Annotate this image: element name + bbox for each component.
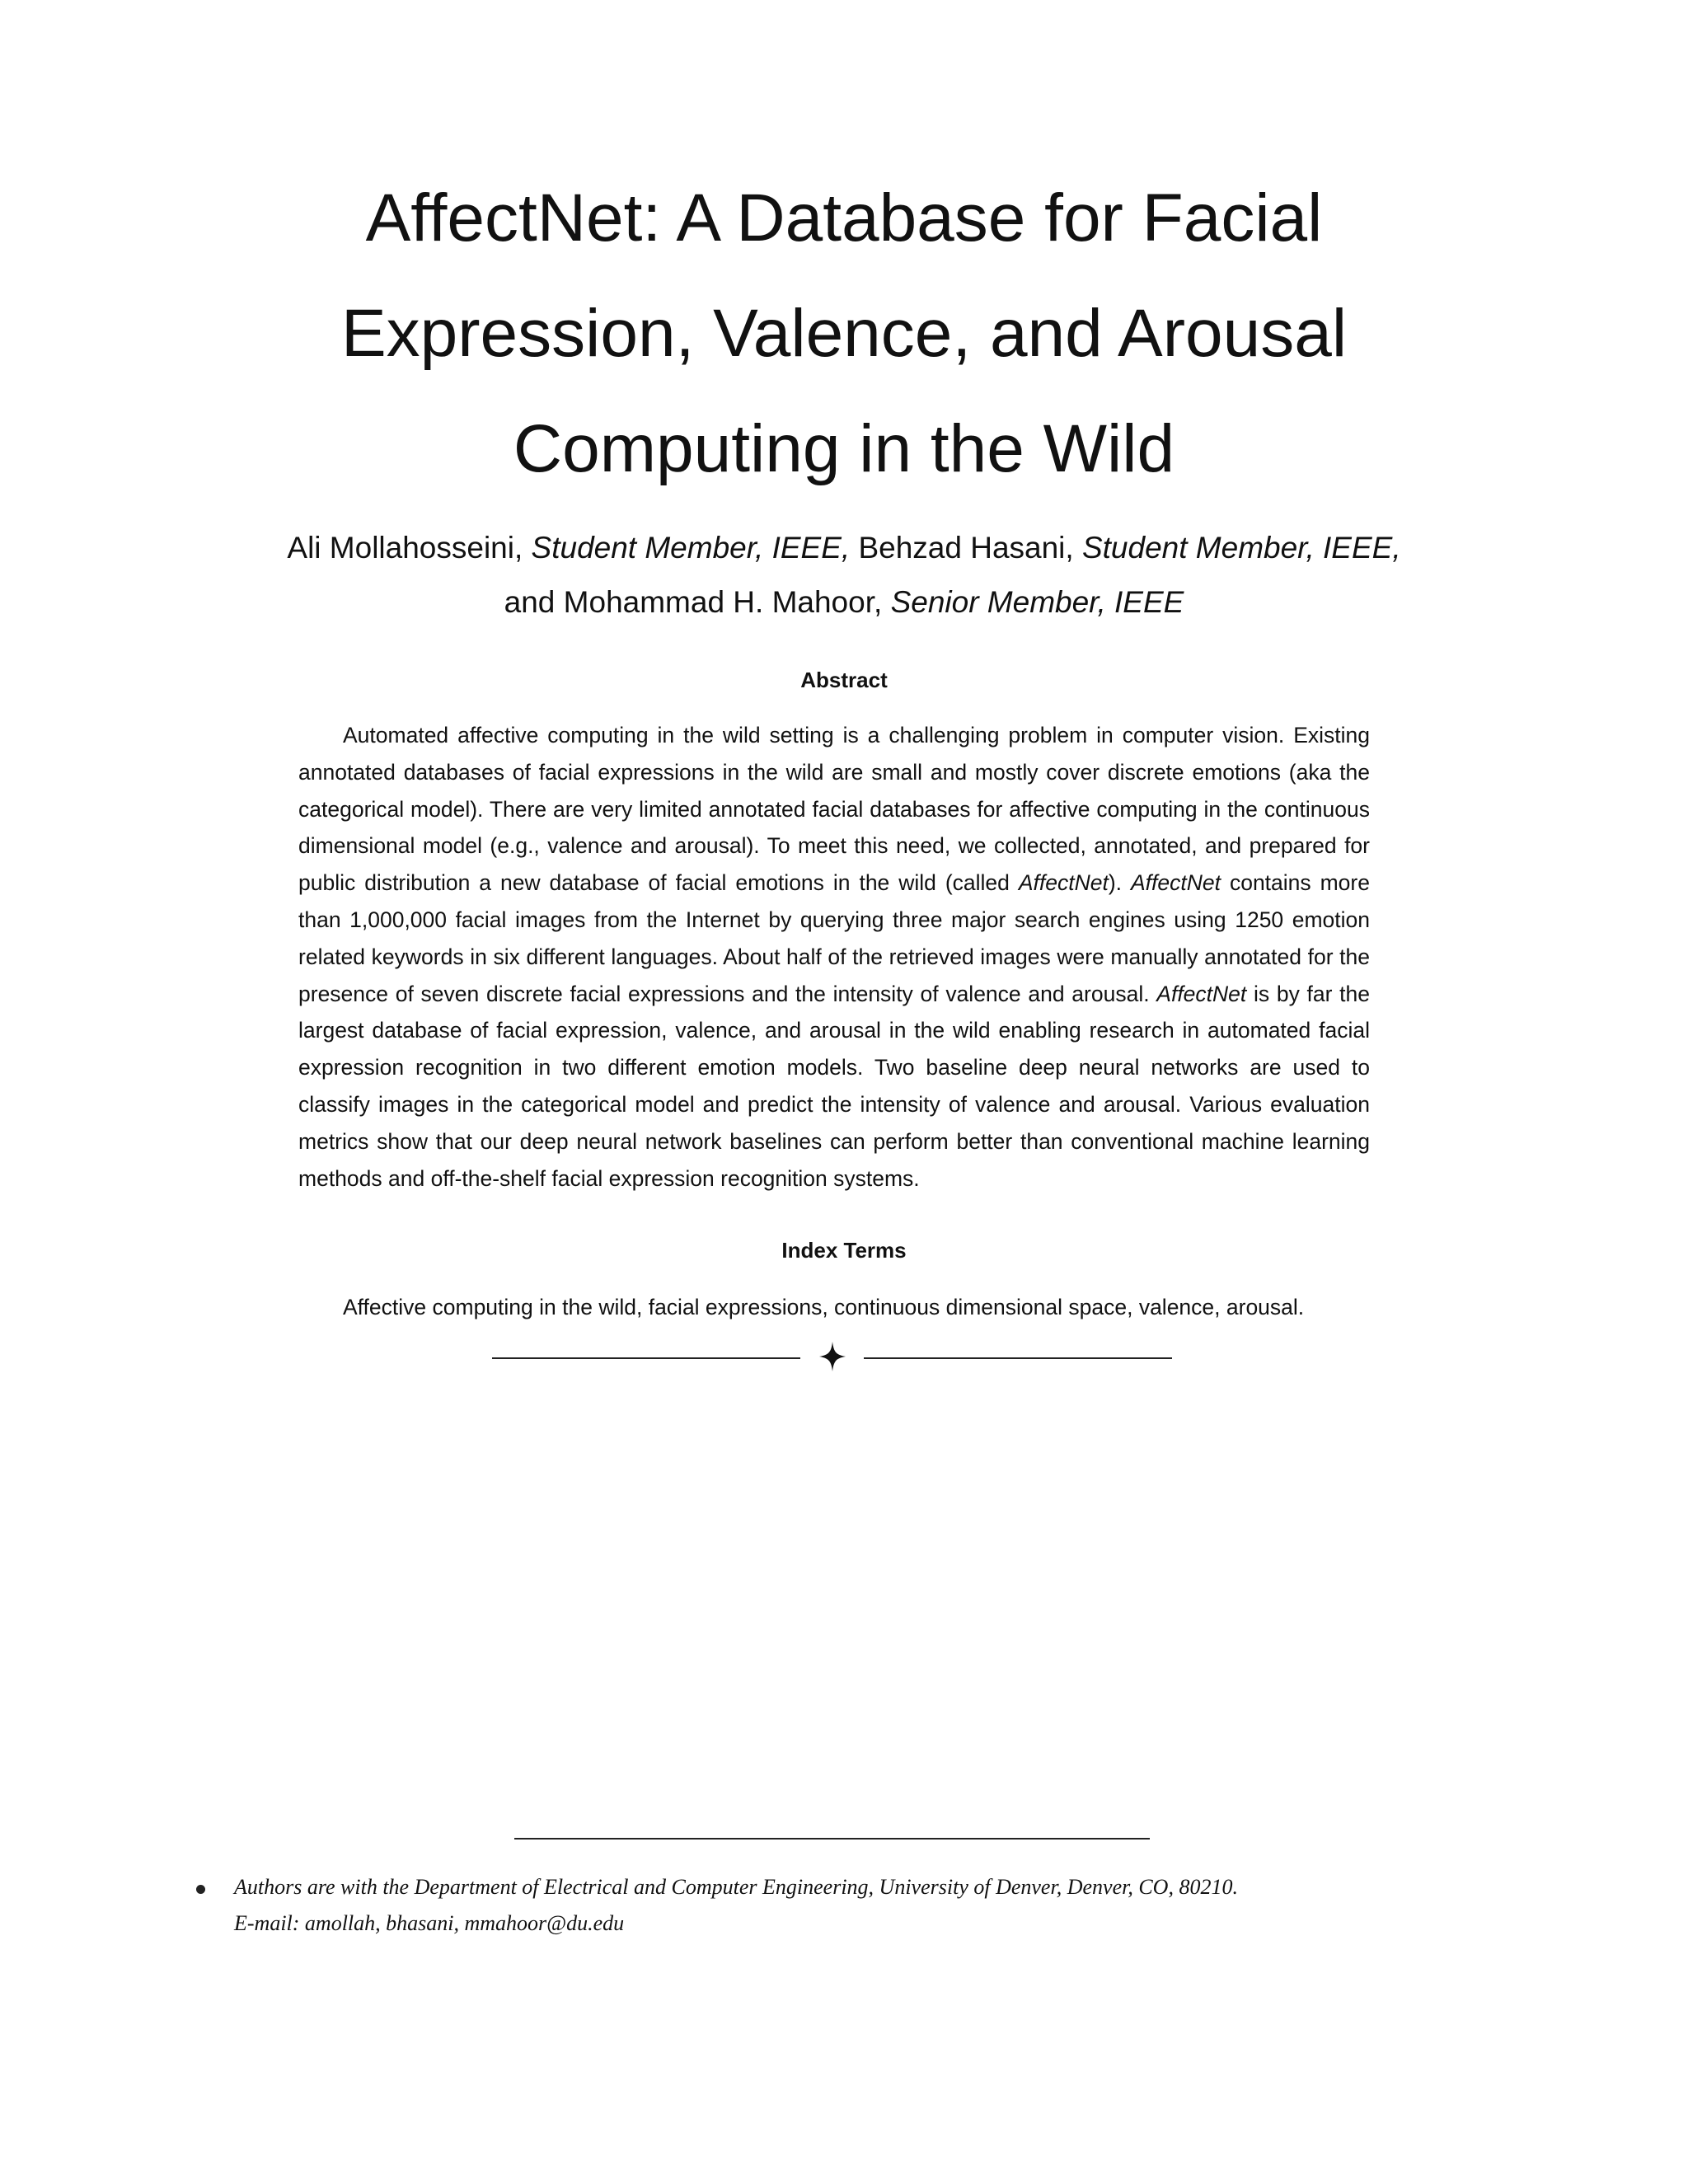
separator-rule-left: [492, 1357, 800, 1359]
author-affiliation: Student Member, IEEE,: [531, 531, 851, 565]
author-line-1: [247, 521, 1441, 575]
title-line: AffectNet: A Database for Facial: [365, 180, 1323, 255]
abstract-text: ).: [1108, 870, 1131, 896]
title-line: Computing in the Wild: [513, 411, 1175, 486]
abstract-heading: Abstract: [800, 668, 888, 692]
paper-title: [247, 161, 1441, 507]
author-list: [247, 521, 1441, 630]
title-line: Expression, Valence, and Arousal: [340, 296, 1348, 371]
footnote-text: [234, 1869, 1515, 1942]
abstract-text: Automated affective computing in the wild setting is a challenging problem in computer vision. Existing annotated databases of facial expressions in the wild are small and mostly cover discrete emotions (aka the categorical model). There are very limited annotated facial databases for affective computing in the continuous dimensional model (e.g., valence and arousal). To meet this need, we collected, annotated, and prepared for public distribution a new database of facial emotions in the wild (called: [298, 723, 1370, 896]
abstract-emphasis: AffectNet: [1018, 870, 1109, 896]
footnote-affiliation: Authors are with the Department of Electrical and Computer Engineering, University of Denver, Denver, CO, 80210.: [234, 1875, 1238, 1899]
author-name: Behzad Hasani,: [858, 531, 1074, 565]
abstract-text: contains more than 1,000,000 facial images from the Internet by querying three major search engines using 1250 emotion related keywords in six different languages. About half of the retrieved images were manually annotated for the presence of seven discrete facial expressions and the intensity of valence and arousal.: [298, 870, 1370, 1006]
author-name: Ali Mollahosseini,: [287, 531, 523, 565]
abstract-emphasis: AffectNet: [1131, 870, 1221, 896]
four-point-star-icon: [818, 1340, 847, 1373]
author-affiliation: Senior Member, IEEE: [890, 585, 1184, 619]
author-affiliation: Student Member, IEEE,: [1081, 531, 1401, 565]
abstract-emphasis: AffectNet: [1156, 981, 1247, 1006]
abstract-text: is by far the largest database of facial expression, valence, and arousal in the wild enabling research in automated facial expression recognition in two different emotion models. Two baseline deep neural networks are used to classify images in the categorical model and predict the intensity of valence and arousal. Various evaluation metrics show that our deep neural network baselines can perform better than conventional machine learning methods and off-the-shelf facial expression recognition systems.: [298, 981, 1370, 1191]
bullet-icon: [196, 1885, 205, 1894]
author-line-2: [247, 575, 1441, 630]
footnote-email: E-mail: amollah, bhasani, mmahoor@du.edu: [234, 1911, 625, 1935]
footnote-rule: [514, 1838, 1150, 1840]
index-terms-text: Affective computing in the wild, facial expressions, continuous dimensional space, valence, arousal.: [343, 1295, 1305, 1319]
index-terms-heading: Index Terms: [781, 1238, 907, 1263]
author-name: and Mohammad H. Mahoor,: [504, 585, 883, 619]
separator-rule-right: [864, 1357, 1172, 1359]
abstract-body: [298, 717, 1370, 1197]
